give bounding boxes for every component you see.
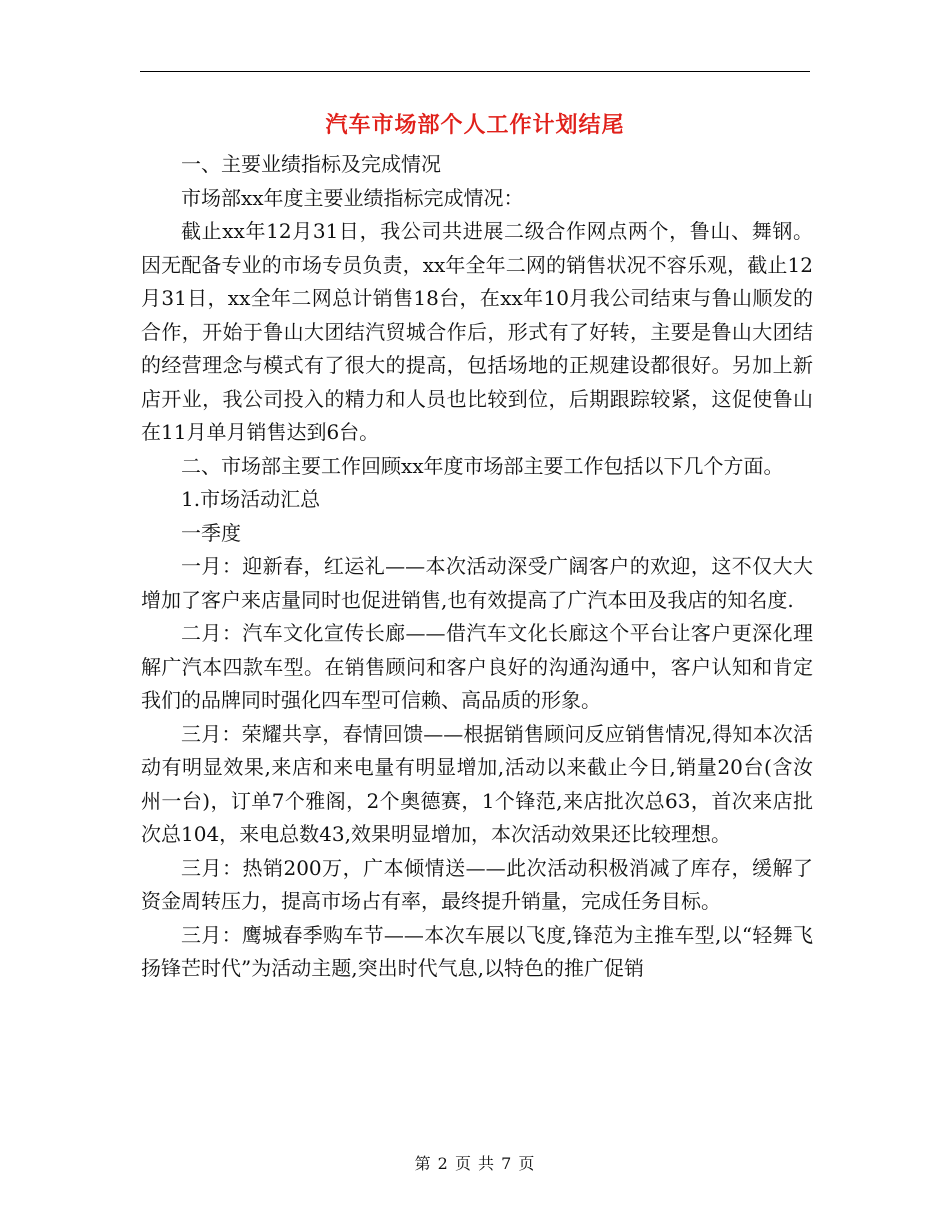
header-divider — [140, 71, 810, 72]
paragraph-january-activity: 一月：迎新春，红运礼——本次活动深受广阔客户的欢迎，这不仅大大增加了客户来店量同时也促进销售,也有效提高了广汽本田及我店的知名度. — [141, 554, 813, 612]
paragraph-march-activity-3: 三月：鹰城春季购车节——本次车展以飞度,锋范为主推车型,以“轻舞飞扬锋芒时代”为活动主题,突出时代气息,以特色的推广促销 — [141, 922, 813, 980]
document-body — [141, 148, 813, 986]
paragraph-quarter-1-heading: 一季度 — [181, 520, 241, 545]
document-title: 汽车市场部个人工作计划结尾 — [325, 113, 625, 138]
paragraph-section-1-heading: 一、主要业绩指标及完成情况 — [181, 152, 441, 176]
paragraph-indicator-details: 截止xx年12月31日，我公司共进展二级合作网点两个，鲁山、舞钢。因无配备专业的市场专员负责，xx年全年二网的销售状况不容乐观，截止12月31日，xx全年二网总计销售18台，在xx年10月我公司结束与鲁山顺发的合作，开始于鲁山大团结汽贸城合作后，形式有了好转，主要是鲁山大团结的经营理念与模式有了很大的提高，包括场地的正规建设都很好。另加上新店开业，我公司投入的精力和人员也比较到位，后期跟踪较紧，这促使鲁山在11月单月销售达到6台。 — [141, 219, 813, 444]
paragraph-february-activity: 二月：汽车文化宣传长廊——借汽车文化长廊这个平台让客户更深化理解广汽本四款车型。在销售顾问和客户良好的沟通沟通中，客户认知和肯定我们的品牌同时强化四车型可信赖、高品质的形象。 — [141, 621, 813, 712]
paragraph-march-activity-1: 三月：荣耀共享，春情回馈——根据销售顾问反应销售情况,得知本次活动有明显效果,来店和来电量有明显增加,活动以来截止今日,销量20台(含汝州一台)，订单7个雅阁，2个奥德赛，1个锋范,来店批次总63，首次来店批次总104，来电总数43,效果明显增加，本次活动效果还比较理想。 — [141, 721, 813, 846]
paragraph-section-2-heading: 二、市场部主要工作回顾xx年度市场部主要工作包括以下几个方面。 — [181, 453, 784, 478]
paragraph-activity-summary-heading: 1.市场活动汇总 — [181, 487, 321, 511]
page-number: 第 2 页 共 7 页 — [414, 1154, 536, 1173]
paragraph-indicator-intro: 市场部xx年度主要业绩指标完成情况： — [181, 185, 524, 210]
paragraph-march-activity-2: 三月：热销200万，广本倾情送——此次活动积极消减了库存，缓解了资金周转压力，提高市场占有率，最终提升销量，完成任务目标。 — [141, 855, 813, 913]
